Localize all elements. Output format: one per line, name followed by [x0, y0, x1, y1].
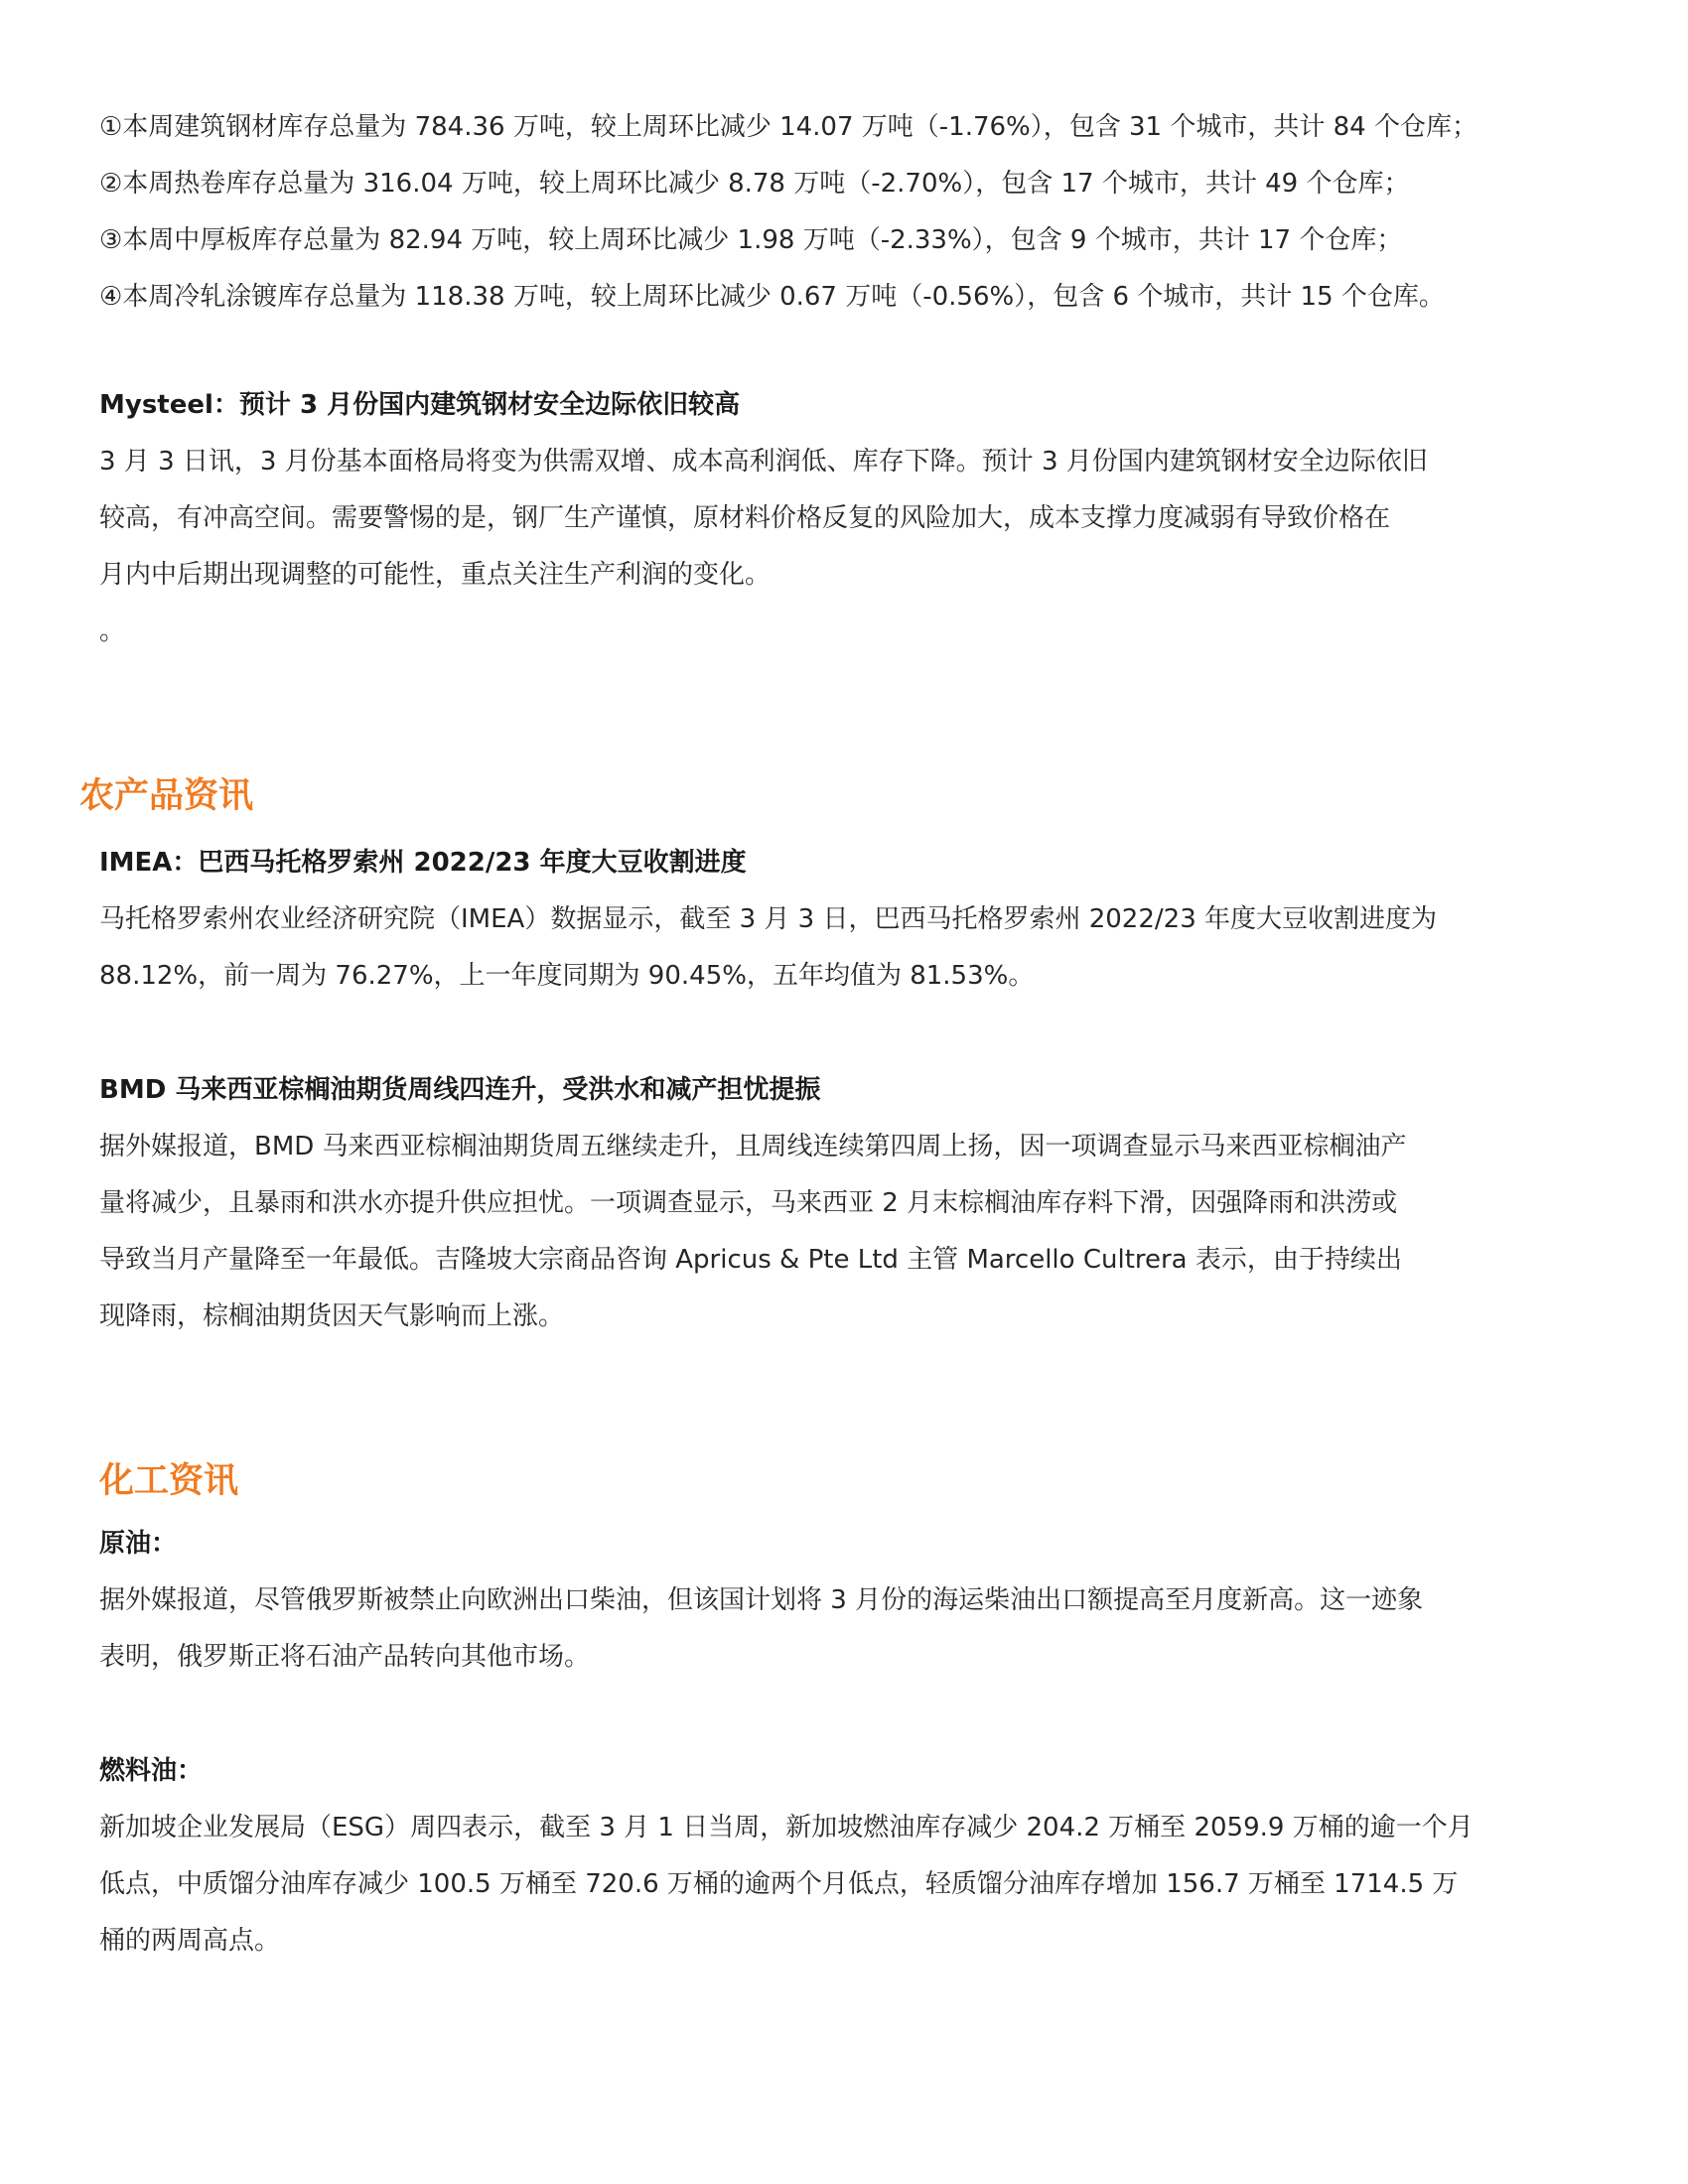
fuel-title: 燃料油：	[99, 1756, 204, 1786]
imea-line-1: 马托格罗索州农业经济研究院（IMEA）数据显示，截至 3 月 3 日，巴西马托格罗索州 2022/23 年度大豆收割进度为	[99, 904, 1437, 934]
mysteel-line-2: 较高，有冲高空间。需要警惕的是，钢厂生产谨慎，原材料价格反复的风险加大，成本支撑力度减弱有导致价格在	[99, 503, 1391, 533]
mysteel-title: Mysteel：预计 3 月份国内建筑钢材安全边际依旧较高	[99, 390, 741, 420]
inventory-line-4: ④本周冷轧涂镀库存总量为 118.38 万吨，较上周环比减少 0.67 万吨（-0.56%），包含 6 个城市，共计 15 个仓库。	[99, 282, 1445, 312]
crude-line-1: 据外媒报道，尽管俄罗斯被禁止向欧洲出口柴油，但该国计划将 3 月份的海运柴油出口额提高至月度新高。这一迹象	[99, 1585, 1424, 1615]
agri-section-heading: 农产品资讯	[79, 776, 254, 816]
bmd-title: BMD 马来西亚棕榈油期货周线四连升，受洪水和减产担忧提振	[99, 1075, 821, 1105]
mysteel-news	[99, 377, 1579, 660]
chem-section-heading: 化工资讯	[99, 1461, 239, 1501]
crude-line-2: 表明，俄罗斯正将石油产品转向其他市场。	[99, 1642, 591, 1672]
bmd-news	[99, 1062, 1579, 1345]
fuel-line-2: 低点，中质馏分油库存减少 100.5 万桶至 720.6 万桶的逾两个月低点，轻质馏分油库存增加 156.7 万桶至 1714.5 万	[99, 1869, 1459, 1899]
inventory-line-1: ①本周建筑钢材库存总量为 784.36 万吨，较上周环比减少 14.07 万吨（-1.76%），包含 31 个城市，共计 84 个仓库；	[99, 112, 1477, 142]
fuel-line-3: 桶的两周高点。	[99, 1926, 281, 1956]
mysteel-line-1: 3 月 3 日讯，3 月份基本面格局将变为供需双增、成本高利润低、库存下降。预计 3 月份国内建筑钢材安全边际依旧	[99, 447, 1428, 477]
fuel-news	[99, 1743, 1579, 1970]
inventory-section	[99, 99, 1579, 326]
imea-news	[99, 835, 1579, 1005]
imea-line-2: 88.12%，前一周为 76.27%，上一年度同期为 90.45%，五年均值为 81.53%。	[99, 961, 1035, 991]
bmd-line-2: 量将减少，且暴雨和洪水亦提升供应担忧。一项调查显示，马来西亚 2 月末棕榈油库存料下滑，因强降雨和洪涝或	[99, 1188, 1398, 1218]
fuel-line-1: 新加坡企业发展局（ESG）周四表示，截至 3 月 1 日当周，新加坡燃油库存减少 204.2 万桶至 2059.9 万桶的逾一个月	[99, 1813, 1474, 1843]
bmd-line-1: 据外媒报道，BMD 马来西亚棕榈油期货周五继续走升，且周线连续第四周上扬，因一项调查显示马来西亚棕榈油产	[99, 1132, 1407, 1161]
imea-title: IMEA：巴西马托格罗索州 2022/23 年度大豆收割进度	[99, 848, 747, 878]
bmd-line-4: 现降雨，棕榈油期货因天气影响而上涨。	[99, 1301, 565, 1331]
bmd-line-3: 导致当月产量降至一年最低。吉隆坡大宗商品咨询 Apricus & Pte Ltd 主管 Marcello Cultrera 表示，由于持续出	[99, 1245, 1402, 1275]
crude-title: 原油：	[99, 1529, 178, 1559]
inventory-line-3: ③本周中厚板库存总量为 82.94 万吨，较上周环比减少 1.98 万吨（-2.33%），包含 9 个城市，共计 17 个仓库；	[99, 225, 1403, 255]
crude-news	[99, 1516, 1579, 1686]
inventory-line-2: ②本周热卷库存总量为 316.04 万吨，较上周环比减少 8.78 万吨（-2.70%），包含 17 个城市，共计 49 个仓库；	[99, 169, 1410, 199]
mysteel-line-3: 月内中后期出现调整的可能性，重点关注生产利润的变化。	[99, 560, 772, 590]
mysteel-trailing-mark: 。	[99, 616, 126, 646]
